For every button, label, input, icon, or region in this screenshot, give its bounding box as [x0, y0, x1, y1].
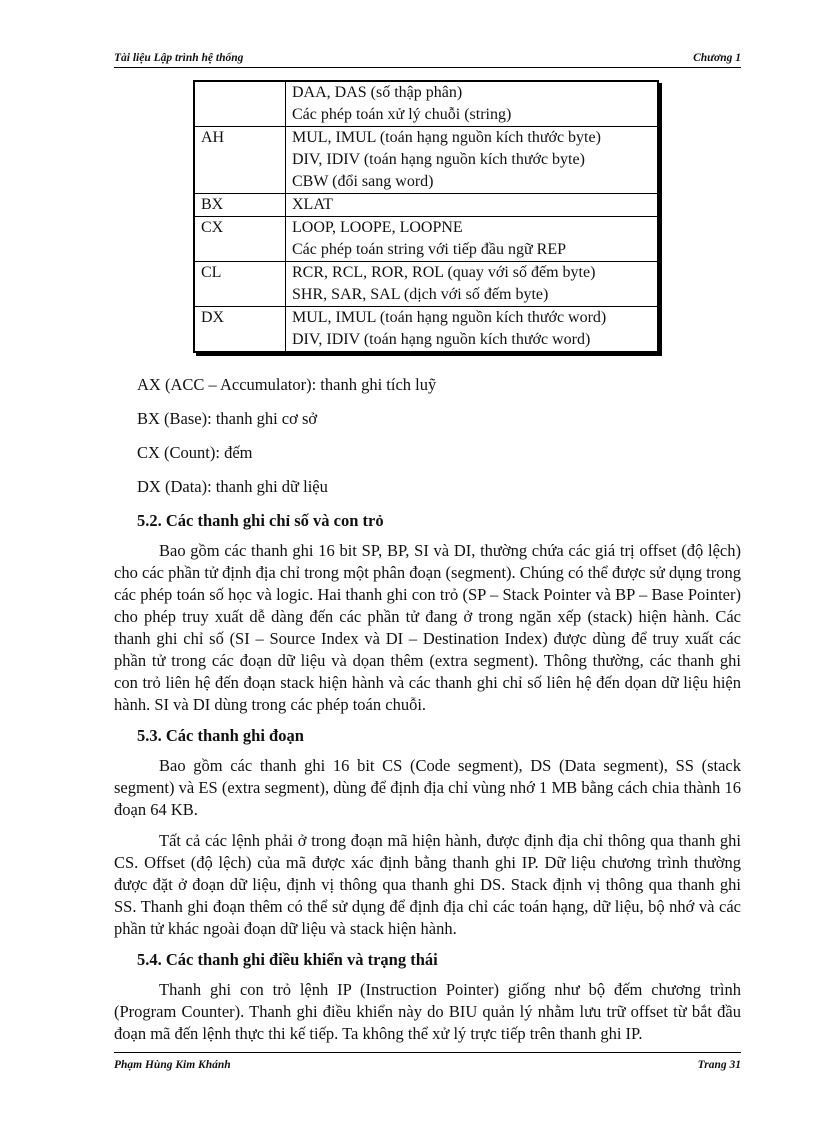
footer-author: Phạm Hùng Kim Khánh: [114, 1059, 231, 1071]
register-cell: CL: [194, 262, 286, 307]
footer-page-number: Trang 31: [697, 1059, 741, 1071]
operations-cell: [286, 217, 659, 262]
register-description-cx: CX (Count): đếm: [137, 443, 253, 462]
register-cell: CX: [194, 217, 286, 262]
table-row: [194, 194, 658, 217]
operation-line: CBW (đổi sang word): [292, 173, 434, 190]
operation-line: LOOP, LOOPE, LOOPNE: [292, 219, 463, 236]
operation-line: MUL, IMUL (toán hạng nguồn kích thước word): [292, 309, 607, 326]
register-description-bx: BX (Base): thanh ghi cơ sở: [137, 409, 318, 428]
register-cell: AH: [194, 127, 286, 194]
table-row: [194, 217, 658, 262]
operation-line: XLAT: [292, 196, 333, 213]
operation-line: Các phép toán xử lý chuỗi (string): [292, 106, 512, 123]
operation-line: MUL, IMUL (toán hạng nguồn kích thước byte): [292, 129, 601, 146]
table-row: [194, 81, 658, 127]
register-description-dx: DX (Data): thanh ghi dữ liệu: [137, 477, 328, 496]
header-chapter: Chương 1: [693, 52, 741, 64]
register-description-ax: AX (ACC – Accumulator): thanh ghi tích luỹ: [137, 375, 437, 394]
operation-line: DAA, DAS (số thập phân): [292, 84, 463, 101]
operation-line: DIV, IDIV (toán hạng nguồn kích thước word): [292, 331, 591, 348]
operation-line: RCR, RCL, ROR, ROL (quay với số đếm byte): [292, 264, 596, 281]
paragraph: Thanh ghi con trỏ lệnh IP (Instruction Pointer) giống như bộ đếm chương trình (Program Counter). Thanh ghi điều khiển này do BIU quản lý nhằm lưu trữ offset từ bắt đầu đoạn mã đến lệnh thực thi kế tiếp. Ta không thể xử lý trực tiếp trên thanh ghi IP.: [114, 980, 741, 1043]
header-doc-title: Tài liệu Lập trình hệ thống: [114, 52, 244, 64]
operations-cell: [286, 262, 659, 307]
paragraph: Tất cả các lệnh phải ở trong đoạn mã hiện hành, được định địa chỉ thông qua thanh ghi CS. Offset (độ lệch) của mã được xác định bằng thanh ghi IP. Dữ liệu chương trình thường được đặt ở đoạn dữ liệu, định vị thông qua thanh ghi DS. Stack định vị thông qua thanh ghi SS. Thanh ghi đoạn thêm có thể sử dụng để định địa chỉ các toán hạng, dữ liệu, bộ nhớ và các phần tử khác ngoài đoạn dữ liệu và stack hiện hành.: [114, 831, 741, 938]
operations-cell: [286, 194, 659, 217]
table-row: [194, 127, 658, 194]
operations-cell: [286, 127, 659, 194]
register-cell: BX: [194, 194, 286, 217]
table-row: [194, 307, 658, 353]
operations-cell: [286, 81, 659, 127]
operation-line: SHR, SAR, SAL (dịch với số đếm byte): [292, 286, 549, 303]
paragraph: Bao gồm các thanh ghi 16 bit CS (Code segment), DS (Data segment), SS (stack segment) và ES (extra segment), dùng để định địa chỉ vùng nhớ 1 MB bằng cách chia thành 16 đoạn 64 KB.: [114, 756, 741, 819]
section-heading-5-2: 5.2. Các thanh ghi chỉ số và con trỏ: [137, 511, 384, 530]
register-cell: [194, 81, 286, 127]
paragraph: Bao gồm các thanh ghi 16 bit SP, BP, SI và DI, thường chứa các giá trị offset (độ lệch) cho các phần tử định địa chỉ trong một phân đoạn (segment). Chúng có thể được sử dụng trong các phép toán số học và logic. Hai thanh ghi con trỏ (SP – Stack Pointer và BP – Base Pointer) cho phép truy xuất dễ dàng đến các phần tử đang ở trong ngăn xếp (stack) hiện hành. Các thanh ghi chỉ số (SI – Source Index và DI – Destination Index) được dùng để truy xuất các phần tử trong các đoạn dữ liệu và dọan thêm (extra segment). Thông thường, các thanh ghi con trỏ liên hệ đến đoạn stack hiện hành và các thanh ghi chỉ số liên hệ đến dọan dữ liệu hiện hành. SI và DI dùng trong các phép toán chuỗi.: [114, 541, 741, 714]
register-cell: DX: [194, 307, 286, 353]
register-operations-table: [193, 80, 659, 353]
page-footer: [114, 1052, 741, 1071]
operations-cell: [286, 307, 659, 353]
body-content: [114, 374, 741, 1054]
section-heading-5-4: 5.4. Các thanh ghi điều khiển và trạng thái: [137, 950, 438, 969]
operation-line: DIV, IDIV (toán hạng nguồn kích thước byte): [292, 151, 585, 168]
table-row: [194, 262, 658, 307]
section-heading-5-3: 5.3. Các thanh ghi đoạn: [137, 726, 304, 745]
page-header: [114, 52, 741, 68]
operation-line: Các phép toán string với tiếp đầu ngữ REP: [292, 241, 566, 258]
